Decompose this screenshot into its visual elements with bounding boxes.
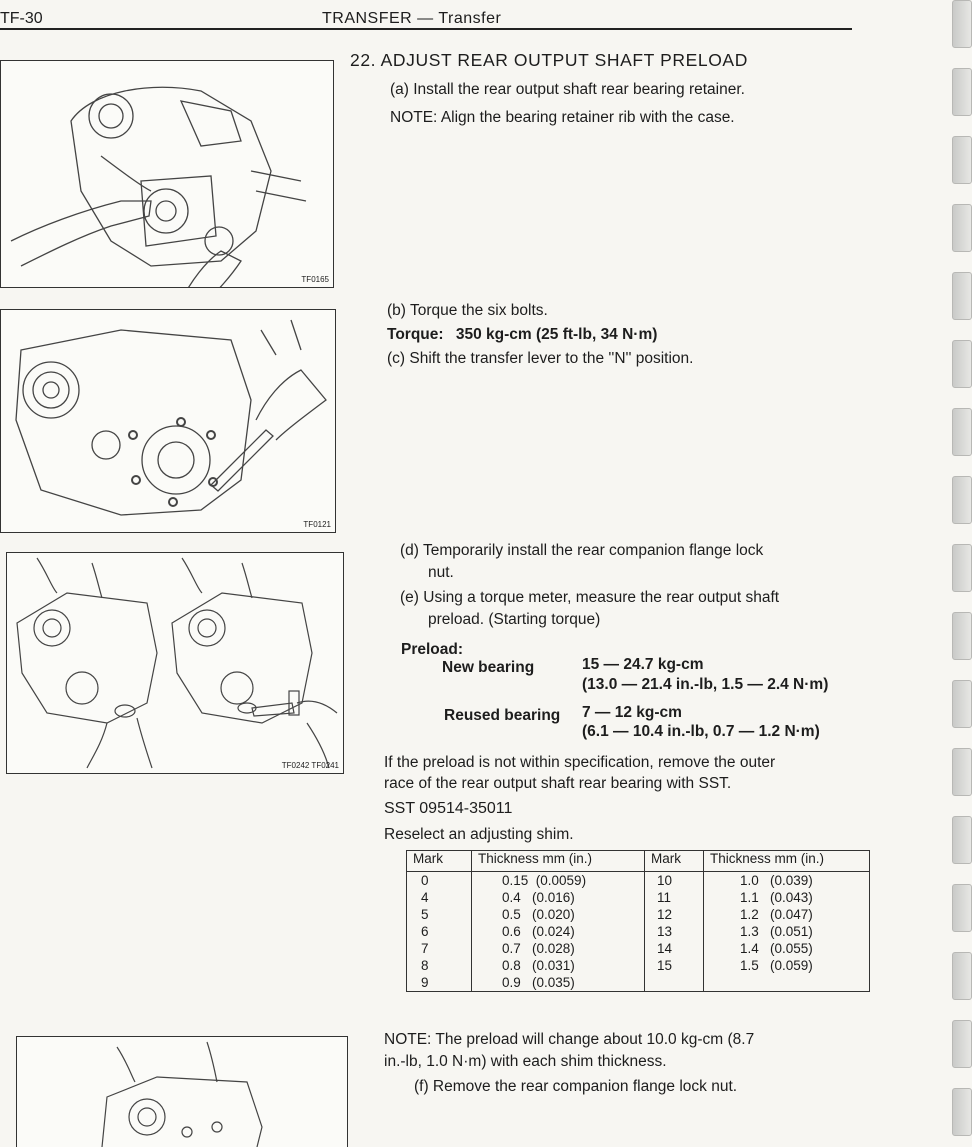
edge-tab — [952, 680, 972, 728]
torque-value: 350 kg-cm (25 ft-lb, 34 N·m) — [455, 326, 658, 343]
edge-tab — [952, 1020, 972, 1068]
col-mark: Mark — [407, 851, 472, 872]
edge-tab — [952, 816, 972, 864]
edge-tab — [952, 340, 972, 388]
step-b: (b) Torque the six bolts. — [387, 302, 548, 319]
edge-tab — [952, 476, 972, 524]
transfer-case-illustration-3 — [7, 553, 343, 773]
edge-tab — [952, 68, 972, 116]
note-preload-change: NOTE: The preload will change about 10.0 kg-cm (8.7 — [384, 1031, 755, 1048]
preload-label: Preload: — [401, 641, 464, 658]
left-thicknesses: 0.15 (0.0059) 0.4 (0.016) 0.5 (0.020) 0.6 (0.024) 0.7 (0.028) 0.8 (0.031) 0.9 (0.035) — [472, 872, 645, 992]
table-header-row — [407, 851, 870, 872]
col-thickness-2: Thickness mm (in.) — [704, 851, 870, 872]
transfer-case-illustration-4 — [17, 1037, 347, 1147]
sst-number: SST 09514-35011 — [384, 800, 513, 817]
col-thickness: Thickness mm (in.) — [472, 851, 645, 872]
table-row — [407, 872, 870, 992]
edge-tab — [952, 272, 972, 320]
edge-tab — [952, 612, 972, 660]
step-heading: 22. ADJUST REAR OUTPUT SHAFT PRELOAD — [350, 50, 748, 70]
torque-label: Torque: — [387, 326, 444, 343]
note-retainer-rib: NOTE: Align the bearing retainer rib with the case. — [390, 109, 735, 126]
step-d-cont: nut. — [428, 564, 454, 581]
new-bearing-label: New bearing — [442, 659, 535, 676]
spec-instruction: If the preload is not within specification, remove the outer — [384, 754, 776, 771]
figure-torque-bolts — [0, 309, 336, 533]
note-preload-change-cont: in.-lb, 1.0 N·m) with each shim thickness. — [384, 1053, 667, 1070]
step-c: (c) Shift the transfer lever to the ''N'' position. — [387, 350, 694, 367]
figure-bearing-retainer-install — [0, 60, 334, 288]
figure-code: TF0121 — [303, 520, 331, 529]
transfer-case-illustration-2 — [1, 310, 335, 532]
figure-lock-nut-remove — [16, 1036, 348, 1147]
transfer-case-illustration-1 — [1, 61, 333, 287]
header-rule — [0, 28, 852, 30]
new-bearing-value-units: (13.0 — 21.4 in.-lb, 1.5 — 2.4 N·m) — [582, 676, 829, 693]
edge-tab — [952, 1088, 972, 1136]
edge-tab — [952, 544, 972, 592]
edge-tab — [952, 952, 972, 1000]
reselect-shim: Reselect an adjusting shim. — [384, 826, 574, 843]
step-e: (e) Using a torque meter, measure the rear output shaft — [400, 589, 780, 606]
right-marks: 10 11 12 13 14 15 — [645, 872, 704, 992]
torque-spec — [387, 325, 657, 345]
step-d: (d) Temporarily install the rear companion flange lock — [400, 542, 764, 559]
edge-tab — [952, 408, 972, 456]
right-thicknesses: 1.0 (0.039) 1.1 (0.043) 1.2 (0.047) 1.3 (0.051) 1.4 (0.055) 1.5 (0.059) — [704, 872, 870, 992]
edge-tab — [952, 0, 972, 48]
page-title: TRANSFER — Transfer — [322, 10, 502, 27]
reused-bearing-label: Reused bearing — [444, 707, 561, 724]
edge-tab — [952, 136, 972, 184]
edge-tab — [952, 204, 972, 252]
reused-bearing-value-units: (6.1 — 10.4 in.-lb, 0.7 — 1.2 N·m) — [582, 723, 820, 740]
spec-instruction-cont: race of the rear output shaft rear bearing with SST. — [384, 775, 732, 792]
figure-code: TF0165 — [301, 275, 329, 284]
figure-preload-measure — [6, 552, 344, 774]
page-edge-tabs — [952, 0, 972, 1136]
reused-bearing-value: 7 — 12 kg-cm — [582, 704, 682, 721]
page-number: TF-30 — [0, 10, 43, 27]
col-mark-2: Mark — [645, 851, 704, 872]
shim-table — [406, 850, 870, 992]
left-marks: 0 4 5 6 7 8 9 — [407, 872, 472, 992]
new-bearing-value: 15 — 24.7 kg-cm — [582, 656, 704, 673]
step-f: (f) Remove the rear companion flange lock nut. — [414, 1078, 738, 1095]
edge-tab — [952, 748, 972, 796]
figure-code: TF0242 TF0241 — [281, 761, 339, 770]
step-e-cont: preload. (Starting torque) — [428, 611, 601, 628]
step-a: (a) Install the rear output shaft rear bearing retainer. — [390, 81, 745, 98]
edge-tab — [952, 884, 972, 932]
